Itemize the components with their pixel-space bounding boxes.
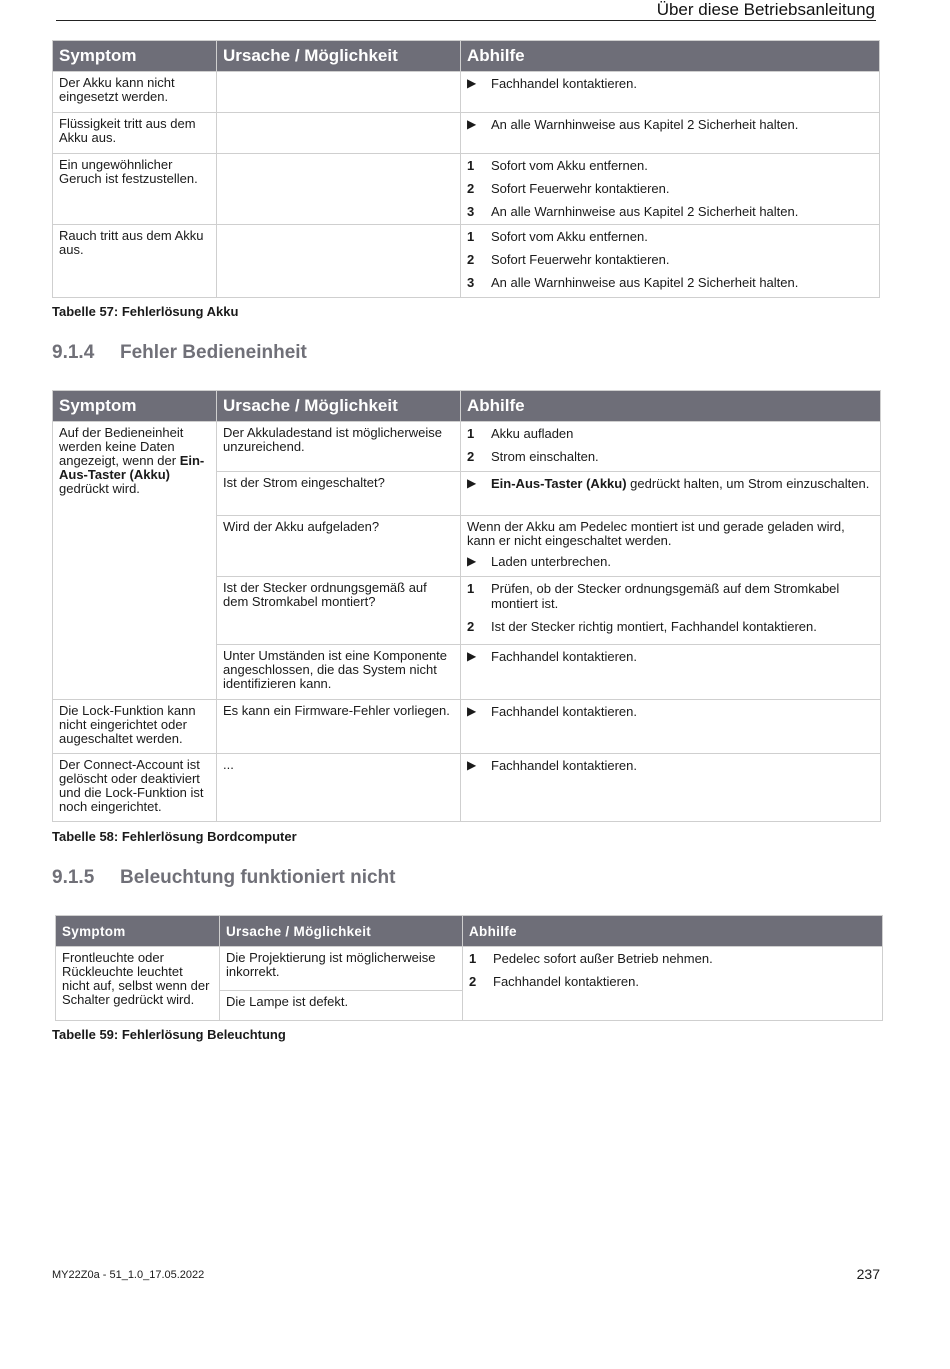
col-cause: Ursache / Möglichkeit (217, 391, 461, 422)
col-symptom: Symptom (53, 391, 217, 422)
arrow-right-icon: ▶ (467, 649, 477, 663)
symptom-cell: Die Lock-Funktion kann nicht eingerichtet oder augeschaltet werden. (53, 700, 217, 754)
remedy-cell: ▶ An alle Warnhinweise aus Kapitel 2 Sicherheit halten. (461, 113, 880, 154)
col-cause: Ursache / Möglichkeit (220, 916, 463, 947)
table-57 (52, 40, 880, 298)
table-57-caption: Tabelle 57: Fehlerlösung Akku (52, 304, 239, 319)
remedy-cell: ▶ Fachhandel kontaktieren. (461, 700, 881, 754)
table-row (53, 422, 881, 472)
header-rule (56, 20, 876, 21)
cause-cell: ... (217, 754, 461, 822)
symptom-cell: Auf der Bedieneinheit werden keine Daten angezeigt, wenn der Ein-Aus-Taster (Akku) gedrückt wird. (53, 422, 217, 700)
col-remedy: Abhilfe (463, 916, 883, 947)
symptom-cell: Frontleuchte oder Rückleuchte leuchtet nicht auf, selbst wenn der Schalter gedrückt wird. (56, 947, 220, 1021)
col-symptom: Symptom (53, 41, 217, 72)
cause-cell: Unter Umständen ist eine Komponente angeschlossen, die das System nicht identifizieren kann. (217, 645, 461, 700)
remedy-cell: 1 Akku aufladen 2 Strom einschalten. (461, 422, 881, 472)
table-row (53, 154, 880, 225)
table-row (56, 947, 883, 991)
cause-cell: Der Akkuladestand ist möglicherweise unzureichend. (217, 422, 461, 472)
cause-cell: Ist der Strom eingeschaltet? (217, 472, 461, 516)
cause-cell: Wird der Akku aufgeladen? (217, 516, 461, 577)
table-row (53, 72, 880, 113)
arrow-right-icon: ▶ (467, 117, 477, 131)
symptom-cell: Der Akku kann nicht eingesetzt werden. (53, 72, 217, 113)
cause-cell: Ist der Stecker ordnungsgemäß auf dem Stromkabel montiert? (217, 577, 461, 645)
cause-cell (217, 154, 461, 225)
section-heading-915: 9.1.5 Beleuchtung funktioniert nicht (52, 867, 396, 888)
table-58-caption: Tabelle 58: Fehlerlösung Bordcomputer (52, 829, 297, 844)
col-remedy: Abhilfe (461, 41, 880, 72)
arrow-right-icon: ▶ (467, 476, 477, 490)
symptom-cell: Rauch tritt aus dem Akku aus. (53, 225, 217, 298)
cause-cell (217, 225, 461, 298)
table-row (53, 225, 880, 298)
arrow-right-icon: ▶ (467, 554, 477, 568)
cause-cell (217, 72, 461, 113)
symptom-cell: Ein ungewöhnlicher Geruch ist festzustellen. (53, 154, 217, 225)
arrow-right-icon: ▶ (467, 758, 477, 772)
remedy-cell: ▶ Fachhandel kontaktieren. (461, 645, 881, 700)
table-row (53, 700, 881, 754)
table-59 (55, 915, 883, 1021)
arrow-right-icon: ▶ (467, 76, 477, 90)
remedy-cell: Wenn der Akku am Pedelec montiert ist und gerade geladen wird, kann er nicht eingeschaltet werden. ▶ Laden unterbrechen. (461, 516, 881, 577)
remedy-cell: 1 Sofort vom Akku entfernen. 2 Sofort Feuerwehr kontaktieren. 3 An alle Warnhinweise aus Kapitel 2 Sicherheit halten. (461, 225, 880, 298)
section-heading-914: 9.1.4 Fehler Bedieneinheit (52, 342, 307, 363)
remedy-cell: ▶ Fachhandel kontaktieren. (461, 754, 881, 822)
remedy-cell: 1 Pedelec sofort außer Betrieb nehmen. 2 Fachhandel kontaktieren. (463, 947, 883, 1021)
table-row (53, 113, 880, 154)
document-id: MY22Z0a - 51_1.0_17.05.2022 (52, 1269, 205, 1281)
page-header-title: Über diese Betriebsanleitung (656, 0, 875, 19)
col-symptom: Symptom (56, 916, 220, 947)
table-59-caption: Tabelle 59: Fehlerlösung Beleuchtung (52, 1027, 286, 1042)
remedy-cell: ▶ Ein-Aus-Taster (Akku) gedrückt halten, um Strom einzuschalten. (461, 472, 881, 516)
remedy-cell: ▶ Fachhandel kontaktieren. (461, 72, 880, 113)
table-58 (52, 390, 881, 822)
remedy-cell: 1 Prüfen, ob der Stecker ordnungsgemäß auf dem Stromkabel montiert ist. 2 Ist der Stecker richtig montiert, Fachhandel kontaktieren. (461, 577, 881, 645)
cause-cell: Die Lampe ist defekt. (220, 991, 463, 1021)
cause-cell: Die Projektierung ist möglicherweise inkorrekt. (220, 947, 463, 991)
remedy-cell: 1 Sofort vom Akku entfernen. 2 Sofort Feuerwehr kontaktieren. 3 An alle Warnhinweise aus Kapitel 2 Sicherheit halten. (461, 154, 880, 225)
symptom-cell: Flüssigkeit tritt aus dem Akku aus. (53, 113, 217, 154)
table-row (53, 754, 881, 822)
page-number: 237 (856, 1266, 880, 1282)
arrow-right-icon: ▶ (467, 704, 477, 718)
cause-cell (217, 113, 461, 154)
cause-cell: Es kann ein Firmware-Fehler vorliegen. (217, 700, 461, 754)
col-remedy: Abhilfe (461, 391, 881, 422)
col-cause: Ursache / Möglichkeit (217, 41, 461, 72)
symptom-cell: Der Connect-Account ist gelöscht oder deaktiviert und die Lock-Funktion ist noch eingerichtet. (53, 754, 217, 822)
